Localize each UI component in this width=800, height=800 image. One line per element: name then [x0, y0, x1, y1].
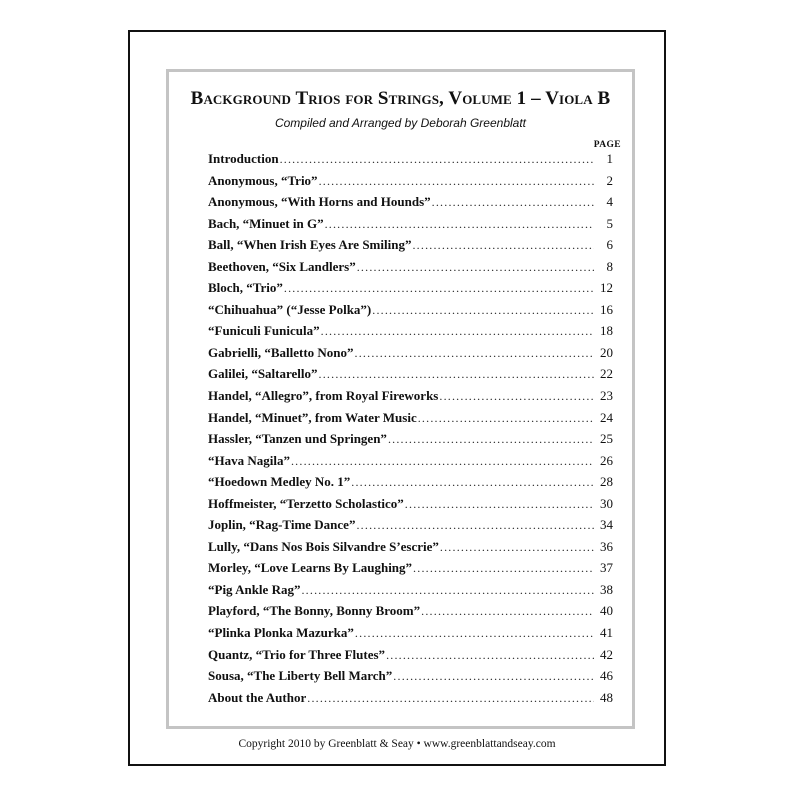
dot-leader	[405, 497, 594, 512]
toc-entry-title: Sousa, “The Liberty Bell March”	[208, 668, 393, 684]
toc-entry-title: “Hava Nagila”	[208, 452, 290, 468]
toc-entry-page: 8	[606, 258, 613, 274]
toc-entry-title: Ball, “When Irish Eyes Are Smiling”	[208, 237, 412, 253]
toc-entry-title: “Funiculi Funicula”	[208, 323, 320, 339]
toc-entry-page: 5	[606, 215, 613, 231]
dot-leader	[351, 475, 594, 490]
toc-entry	[208, 603, 613, 625]
toc-entry-title: Playford, “The Bonny, Bonny Broom”	[208, 603, 421, 619]
toc-entry-title: Galilei, “Saltarello”	[208, 366, 318, 382]
table-of-contents	[208, 151, 613, 711]
toc-entry-title: Quantz, “Trio for Three Flutes”	[208, 646, 386, 662]
dot-leader	[355, 346, 594, 361]
toc-entry-page: 40	[600, 603, 613, 619]
dot-leader	[319, 367, 594, 382]
toc-entry-title: Handel, “Allegro”, from Royal Fireworks	[208, 388, 439, 404]
toc-entry-title: Handel, “Minuet”, from Water Music	[208, 409, 417, 425]
toc-entry-page: 36	[600, 538, 613, 554]
dot-leader	[440, 540, 594, 555]
toc-entry	[208, 173, 613, 195]
toc-entry-page: 12	[600, 280, 613, 296]
toc-entry-title: Joplin, “Rag-Time Dance”	[208, 517, 356, 533]
toc-entry	[208, 302, 613, 324]
dot-leader	[291, 454, 594, 469]
toc-entry-page: 34	[600, 517, 613, 533]
dot-leader	[413, 561, 594, 576]
toc-entry	[208, 560, 613, 582]
toc-entry-page: 25	[600, 431, 613, 447]
toc-entry-title: Introduction	[208, 151, 279, 166]
dot-leader	[393, 669, 594, 684]
dot-leader	[356, 518, 594, 533]
toc-entry-title: Lully, “Dans Nos Bois Silvandre S’escrie”	[208, 538, 439, 554]
dot-leader	[418, 411, 594, 426]
toc-entry-title: “Hoedown Medley No. 1”	[208, 474, 351, 490]
toc-entry	[208, 388, 613, 410]
document-title: Background Trios for Strings, Volume 1 – Viola B	[190, 88, 611, 109]
toc-entry-page: 28	[600, 474, 613, 490]
toc-entry-title: Beethoven, “Six Landlers”	[208, 258, 356, 274]
dot-leader	[355, 626, 594, 641]
toc-entry-title: Anonymous, “Trio”	[208, 172, 318, 188]
toc-entry-title: “Chihuahua” (“Jesse Polka”)	[208, 301, 372, 317]
toc-entry	[208, 690, 613, 712]
dot-leader	[325, 217, 594, 232]
dot-leader	[372, 303, 594, 318]
toc-entry	[208, 151, 613, 173]
dot-leader	[307, 691, 594, 706]
toc-entry	[208, 496, 613, 518]
toc-entry-page: 1	[606, 151, 613, 166]
toc-entry	[208, 366, 613, 388]
toc-entry-title: Hoffmeister, “Terzetto Scholastico”	[208, 495, 404, 511]
toc-entry	[208, 431, 613, 453]
toc-entry-page: 23	[600, 388, 613, 404]
toc-entry	[208, 194, 613, 216]
toc-entry-title: Hassler, “Tanzen und Springen”	[208, 431, 387, 447]
dot-leader	[421, 604, 594, 619]
toc-entry-page: 2	[606, 172, 613, 188]
toc-entry-page: 41	[600, 625, 613, 641]
document-subtitle: Compiled and Arranged by Deborah Greenblatt	[274, 116, 527, 130]
toc-entry-page: 26	[600, 452, 613, 468]
toc-entry	[208, 237, 613, 259]
toc-entry-page: 16	[600, 301, 613, 317]
dot-leader	[357, 260, 594, 275]
toc-entry	[208, 216, 613, 238]
toc-entry	[208, 345, 613, 367]
toc-entry-title: “Pig Ankle Rag”	[208, 581, 301, 597]
dot-leader	[412, 238, 594, 253]
toc-entry	[208, 582, 613, 604]
dot-leader	[386, 648, 594, 663]
dot-leader	[321, 324, 594, 339]
toc-entry	[208, 474, 613, 496]
dot-leader	[284, 281, 594, 296]
toc-entry-title: Anonymous, “With Horns and Hounds”	[208, 194, 431, 210]
toc-entry	[208, 323, 613, 345]
toc-entry	[208, 668, 613, 690]
dot-leader	[301, 583, 594, 598]
toc-entry-page: 6	[606, 237, 613, 253]
toc-entry	[208, 647, 613, 669]
toc-entry-page: 48	[600, 689, 613, 705]
toc-entry-page: 20	[600, 344, 613, 360]
toc-entry-title: Morley, “Love Learns By Laughing”	[208, 560, 413, 576]
toc-entry	[208, 625, 613, 647]
toc-entry-page: 37	[600, 560, 613, 576]
toc-entry-title: Bach, “Minuet in G”	[208, 215, 324, 231]
dot-leader	[439, 389, 594, 404]
toc-entry	[208, 517, 613, 539]
toc-entry-title: “Plinka Plonka Mazurka”	[208, 625, 354, 641]
page-column-header: PAGE	[593, 140, 621, 150]
toc-entry-page: 42	[600, 646, 613, 662]
toc-entry	[208, 410, 613, 432]
copyright-notice: Copyright 2010 by Greenblatt & Seay • www.greenblattandseay.com	[238, 738, 556, 750]
toc-entry-page: 18	[600, 323, 613, 339]
toc-entry-page: 22	[600, 366, 613, 382]
toc-entry	[208, 453, 613, 475]
toc-entry-page: 24	[600, 409, 613, 425]
dot-leader	[432, 195, 594, 210]
toc-entry-page: 46	[600, 668, 613, 684]
toc-entry	[208, 539, 613, 561]
toc-entry	[208, 259, 613, 281]
toc-entry-page: 4	[606, 194, 613, 210]
dot-leader	[319, 174, 594, 189]
toc-entry-title: Bloch, “Trio”	[208, 280, 283, 296]
toc-entry-title: Gabrielli, “Balletto Nono”	[208, 344, 354, 360]
toc-entry	[208, 280, 613, 302]
toc-entry-title: About the Author	[208, 689, 307, 705]
toc-entry-page: 30	[600, 495, 613, 511]
dot-leader	[280, 152, 594, 167]
toc-entry-page: 38	[600, 581, 613, 597]
dot-leader	[388, 432, 594, 447]
